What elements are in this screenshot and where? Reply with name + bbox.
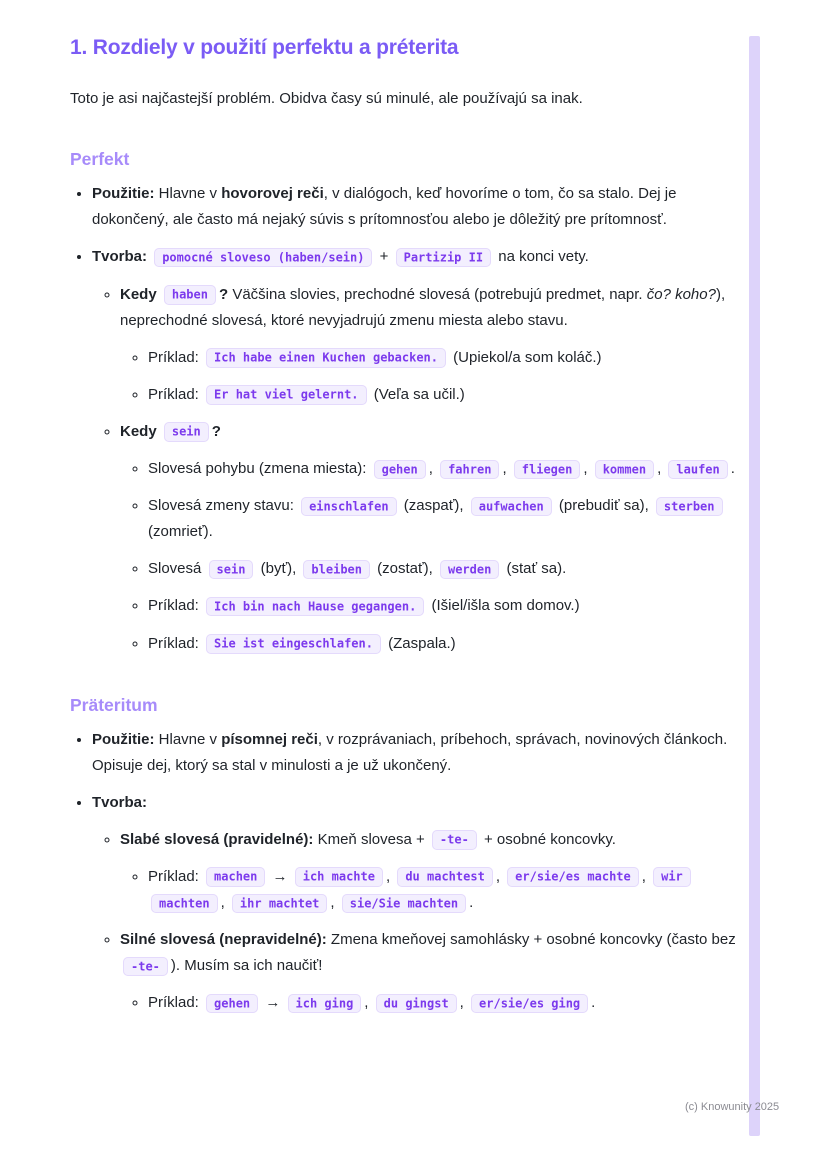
- text-run: ,: [220, 894, 229, 912]
- bold-text: písomnej reči: [221, 730, 318, 748]
- text-run: Príklad:: [148, 348, 204, 366]
- code-chip: -te-: [432, 830, 477, 850]
- text-run: ). Musím sa ich naučiť!: [170, 957, 323, 975]
- section-heading: Präteritum: [70, 694, 158, 715]
- text-run: Zmena kmeňovej samohlásky + osobné koncovky (často bez: [326, 931, 736, 949]
- text-run: (prebudiť sa),: [554, 497, 653, 515]
- code-chip: er/sie/es machte: [507, 867, 639, 887]
- code-chip: ich machte: [295, 867, 383, 887]
- code-chip: pomocné sloveso (haben/sein): [154, 248, 372, 268]
- text-run: ,: [330, 894, 339, 912]
- bullet-list: [92, 282, 736, 657]
- list-item: [148, 593, 736, 619]
- list-item: [92, 790, 736, 1017]
- text-run: Slovesá pohybu (zmena miesta):: [148, 460, 371, 478]
- code-chip: einschlafen: [301, 497, 396, 517]
- list-item: [148, 382, 736, 408]
- text-run: (Zaspala.): [383, 634, 456, 652]
- code-chip: Er hat viel gelernt.: [206, 385, 367, 405]
- bold-text: Kedy: [120, 285, 161, 303]
- text-run: Príklad:: [148, 597, 204, 615]
- page-title: 1. Rozdiely v použití perfektu a préterita: [70, 36, 459, 59]
- list-item: [148, 631, 736, 657]
- text-run: Hlavne v: [154, 185, 222, 203]
- bullet-list: [120, 456, 736, 657]
- section-heading: Perfekt: [70, 149, 130, 170]
- list-item: [92, 181, 736, 233]
- bold-text: Silné slovesá (nepravidelné):: [120, 931, 327, 949]
- text-run: ,: [641, 867, 651, 885]
- bold-text: Tvorba:: [92, 793, 148, 811]
- text-run: Príklad:: [148, 385, 204, 403]
- content-blocks: [70, 149, 736, 1016]
- code-chip: -te-: [123, 957, 168, 977]
- list-item: [148, 990, 736, 1016]
- text-run: (stať sa).: [502, 560, 567, 578]
- code-chip: machen: [206, 867, 265, 887]
- document-body: [70, 34, 736, 1027]
- list-item: [148, 345, 736, 371]
- list-item: [92, 244, 736, 656]
- bullet-list: [120, 990, 736, 1016]
- code-chip: ihr machtet: [232, 894, 327, 914]
- text-run: , v dialógoch, keď hovoríme o tom, čo sa stalo. Dej je dokončený, ale často má nejaký súvis s prítomnosťou alebo je dôležitý pre prítomnosť.: [92, 185, 677, 229]
- text-run: [147, 248, 151, 265]
- text-run: (Išiel/išla som domov.): [427, 597, 580, 615]
- list-item: [148, 493, 736, 545]
- bullet-list: [92, 827, 736, 1017]
- code-chip: kommen: [595, 460, 654, 480]
- code-chip: gehen: [206, 994, 258, 1014]
- bullet-list: [70, 727, 736, 1017]
- text-run: ,: [583, 460, 592, 478]
- text-run: ,: [657, 460, 666, 478]
- text-run: + osobné koncovky.: [479, 830, 616, 848]
- bold-text: Tvorba:: [92, 248, 148, 266]
- text-run: Príklad:: [148, 994, 204, 1012]
- text-run: .: [469, 894, 474, 912]
- text-run: Kmeň slovesa +: [313, 830, 429, 848]
- side-strip-decoration: [749, 36, 760, 1136]
- code-chip: du gingst: [376, 994, 457, 1014]
- code-chip: werden: [440, 560, 499, 580]
- code-chip: fliegen: [514, 460, 581, 480]
- bold-text: ?: [211, 422, 221, 440]
- text-run: →: [261, 994, 285, 1012]
- text-run: Príklad:: [148, 867, 204, 885]
- text-run: (zomrieť).: [148, 523, 213, 541]
- text-run: Hlavne v: [154, 730, 222, 748]
- code-chip: bleiben: [303, 560, 370, 580]
- intro-paragraph: Toto je asi najčastejší problém. Obidva časy sú minulé, ale používajú sa inak.: [70, 90, 583, 108]
- bold-text: Slabé slovesá (pravidelné):: [120, 830, 314, 848]
- text-run: , v rozprávaniach, príbehoch, správach, novinových článkoch. Opisuje dej, ktorý sa stal v minulosti a je už ukončený.: [92, 730, 728, 774]
- code-chip: gehen: [374, 460, 426, 480]
- text-run: ), neprechodné slovesá, ktoré nevyjadrujú zmenu miesta alebo stavu.: [120, 285, 726, 329]
- text-run: (Upiekol/a som koláč.): [449, 348, 602, 366]
- text-run: (byť),: [256, 560, 301, 578]
- code-chip: Partizip II: [396, 248, 491, 268]
- code-chip: du machtest: [397, 867, 492, 887]
- bold-text: Použitie:: [92, 185, 155, 203]
- code-chip: er/sie/es ging: [471, 994, 588, 1014]
- text-run: ,: [459, 994, 469, 1012]
- text-run: ,: [385, 867, 395, 885]
- text-run: ,: [364, 994, 373, 1012]
- list-item: [120, 419, 736, 657]
- bold-text: hovorovej reči: [221, 185, 324, 203]
- italic-text: čo? koho?: [646, 285, 716, 303]
- list-item: [120, 282, 736, 408]
- text-run: Väčšina slovies, prechodné slovesá (potrebujú predmet, napr.: [228, 285, 647, 303]
- list-item: [148, 864, 736, 916]
- code-chip: Sie ist eingeschlafen.: [206, 634, 381, 654]
- list-item: [120, 927, 736, 1016]
- text-run: +: [375, 248, 393, 266]
- code-chip: sterben: [656, 497, 723, 517]
- watermark: (c) Knowunity 2025: [685, 1101, 780, 1113]
- text-run: .: [591, 994, 596, 1012]
- code-chip: sein: [209, 560, 254, 580]
- code-chip: haben: [164, 285, 216, 305]
- text-run: ,: [502, 460, 511, 478]
- code-chip: fahren: [440, 460, 499, 480]
- text-run: na konci vety.: [494, 248, 589, 266]
- text-run: Slovesá: [148, 560, 206, 578]
- code-chip: laufen: [668, 460, 727, 480]
- bullet-list: [120, 345, 736, 408]
- text-run: Príklad:: [148, 634, 204, 652]
- code-chip: Ich habe einen Kuchen gebacken.: [206, 348, 446, 368]
- list-item: [148, 556, 736, 582]
- text-run: (zostať),: [373, 560, 437, 578]
- list-item: [120, 827, 736, 916]
- text-run: (Veľa sa učil.): [369, 385, 465, 403]
- text-run: →: [268, 867, 292, 885]
- bold-text: Kedy: [120, 422, 161, 440]
- code-chip: sein: [164, 422, 209, 442]
- list-item: [148, 456, 736, 482]
- code-chip: aufwachen: [471, 497, 552, 517]
- bold-text: Použitie:: [92, 730, 155, 748]
- text-run: ,: [495, 867, 505, 885]
- bullet-list: [70, 181, 736, 656]
- bold-text: ?: [218, 285, 229, 303]
- text-run: .: [730, 460, 735, 478]
- bullet-list: [120, 864, 736, 916]
- code-chip: sie/Sie machten: [342, 894, 466, 914]
- text-run: Slovesá zmeny stavu:: [148, 497, 299, 515]
- text-run: ,: [428, 460, 438, 478]
- list-item: [92, 727, 736, 779]
- text-run: (zaspať),: [399, 497, 468, 515]
- code-chip: wir machten: [151, 867, 691, 913]
- code-chip: Ich bin nach Hause gegangen.: [206, 597, 424, 617]
- code-chip: ich ging: [288, 994, 362, 1014]
